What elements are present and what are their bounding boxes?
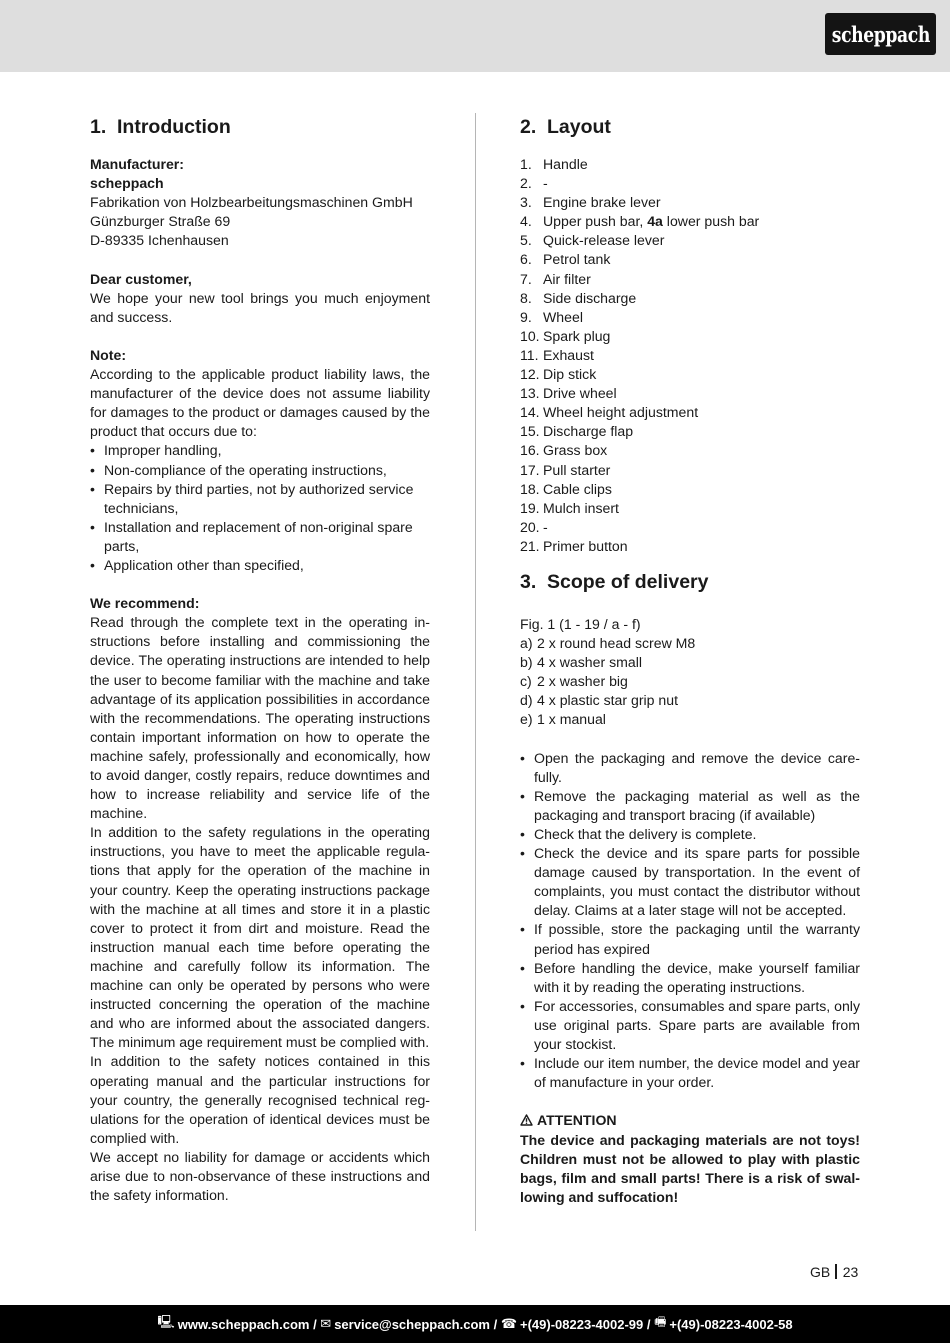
dear-customer-text: We hope your new tool brings you much enjoyment and success. [90,289,430,325]
left-column [90,112,430,1205]
list-item: c) 2 x washer big [520,673,628,690]
list-item: 17. Pull starter [520,461,611,478]
logo-text: scheppach [831,21,930,47]
scheppach-logo [825,13,936,55]
fax-icon: 🖷 [654,1314,667,1329]
website-link[interactable]: www.scheppach.com [177,1316,310,1332]
page-number [810,1262,858,1282]
delivery-items-list [520,634,860,729]
list-item: 12. Dip stick [520,366,597,383]
list-item: • Remove the packaging material as well as the packaging and transport bracing (if available) [520,787,860,825]
list-item: 15. Discharge flap [520,423,634,440]
list-item: 20. - [520,518,548,535]
recommend-paragraph: Read through the complete text in the operating instructions before installing and commissioning the device. The operating instructions are intended to help the user to become familiar with the machine and take advantage of its application possibilities in accordance with the recommendations. The operating instructions contain important information on how to operate the machine safely, professionally and economically, how to avoid danger, costly repairs, reduce downtimes and how to increase reliability and service life of the machine. [90,614,430,822]
list-item: 18. Cable clips [520,480,612,497]
address-line: Günzburger Straße 69 [90,213,231,230]
list-item: • Installation and replacement of non-original spare parts, [90,518,430,556]
heading-text: Layout [547,116,611,138]
list-item: 5. Quick-release lever [520,232,665,249]
list-item: 16. Grass box [520,442,608,459]
list-item: • Include our item number, the device model and year of manufacture in your order. [520,1054,860,1092]
list-item: • If possible, store the packaging until the warranty period has expired [520,920,860,958]
list-item: b) 4 x washer small [520,654,642,671]
list-item: • Before handling the device, make yourself familiar with it by reading the operating instructions. [520,959,860,997]
column-divider [475,113,476,1231]
recommend-paragraph: In addition to the safety notices contained in this operating manual and the particular instructions for your country, the generally recognised technical regulations for the operation of identical devices must be complied with. [90,1053,430,1146]
figure-reference: Fig. 1 (1 - 19 / a - f) [520,615,641,632]
list-item: • Check that the delivery is complete. [520,825,860,844]
email-link[interactable]: service@scheppach.com [334,1316,490,1332]
attention-text: The device and packaging materials are not toys! Children must not be allowed to play with plastic bags, film and small parts! There is a risk of swallowing and suffocation! [520,1131,860,1205]
list-item: 19. Mulch insert [520,499,619,516]
list-item: d) 4 x plastic star grip nut [520,692,678,709]
list-item: 21. Primer button [520,537,628,554]
address-line: Fabrikation von Holzbearbeitungsmaschinen GmbH [90,194,413,211]
computer-icon: 🖳 [157,1314,175,1329]
recommend-paragraph: In addition to the safety regulations in the operating instructions, you have to meet the applicable regulations that apply for the operation of the machine in your country. Keep the operating instructions package with the machine at all times and store it in a plastic cover to protect it from dirt and moisture. Read the instruction manual each time before operating the machine and carefully follow its information. The machine can only be operated by persons who were instructed concerning the operation of the machine and who are informed about the associated dangers. The minimum age requirement must be complied with. [90,824,430,1051]
list-item: 8. Side discharge [520,289,637,306]
dear-customer-label: Dear customer, [90,270,192,287]
list-item: 6. Petrol tank [520,251,611,268]
note-text: According to the applicable product liability laws, the manufacturer of the device does not assume liability for damages to the product or damages caused by the product that occurs due to: [90,366,430,440]
layout-heading [520,112,860,142]
list-item: 13. Drive wheel [520,385,617,402]
right-column [520,112,860,1207]
address-line: D-89335 Ichenhausen [90,232,229,249]
list-item: a) 2 x round head screw M8 [520,635,696,652]
warning-triangle-icon [520,1114,533,1126]
separator [835,1264,837,1279]
layout-parts-list [520,155,860,556]
attention-heading: ATTENTION [520,1111,860,1130]
note-label: Note: [90,346,127,363]
list-item: • Repairs by third parties, not by authorized service technicians, [90,480,430,518]
contact-footer: 🖳 www.scheppach.com / ✉ service@scheppach.com / ☎ +(49)-08223-4002-99 / 🖷 +(49)-08223-4002-58 [0,1305,950,1343]
header-bar [0,0,950,72]
heading-text: Introduction [117,116,231,138]
recommend-paragraph: We accept no liability for damage or accidents which arise due to non-observance of these instructions and the safety information. [90,1148,430,1204]
list-item: 9. Wheel [520,308,583,325]
phone-number: +(49)-08223-4002-99 [520,1316,644,1332]
heading-text: Scope of delivery [547,570,709,593]
list-item: 3. Engine brake lever [520,194,661,211]
scope-heading [520,567,860,597]
heading-number: 3. [520,570,537,593]
unpacking-instructions-list [520,749,860,1093]
list-item: 7. Air filter [520,270,591,287]
phone-icon: ☎ [500,1316,518,1331]
recommend-label: We recommend: [90,595,200,612]
heading-number: 1. [90,116,107,138]
language-code: GB [810,1264,831,1280]
list-item: 1. Handle [520,156,588,172]
liability-list [90,441,430,575]
list-item: e) 1 x manual [520,711,606,728]
company-name: scheppach [90,175,164,192]
fax-number: +(49)-08223-4002-58 [669,1316,793,1332]
list-item: • Open the packaging and remove the device carefully. [520,749,860,787]
email-icon: ✉ [320,1316,332,1331]
heading-number: 2. [520,116,537,138]
list-item: 2. - [520,175,548,192]
list-item: • Check the device and its spare parts for possible damage caused by transportation. In the event of complaints, you must contact the distributor without delay. Claims at a later stage will not be accepted. [520,844,860,920]
list-item: 4. Upper push bar, 4a lower push bar [520,213,760,230]
list-item: • Improper handling, [90,441,430,460]
manufacturer-label: Manufacturer: [90,156,184,172]
list-item: • Non-compliance of the operating instructions, [90,461,430,480]
list-item: 11. Exhaust [520,346,594,363]
list-item: 10. Spark plug [520,327,611,344]
introduction-heading [90,112,430,142]
list-item: • Application other than specified, [90,556,430,575]
list-item: 14. Wheel height adjustment [520,404,699,421]
list-item: • For accessories, consumables and spare parts, only use original parts. Spare parts are available from your stockist. [520,997,860,1054]
page-number-value: 23 [842,1264,859,1280]
